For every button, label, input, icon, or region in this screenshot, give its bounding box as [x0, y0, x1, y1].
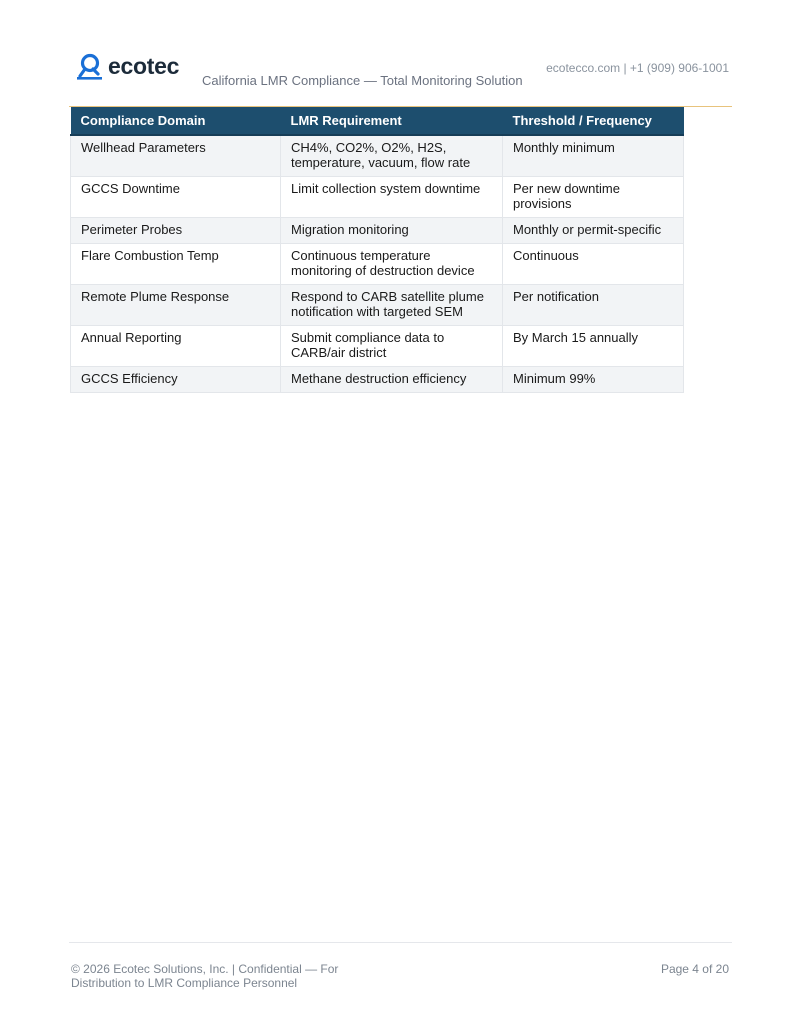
column-header-requirement: LMR Requirement	[281, 107, 503, 135]
page-number: Page 4 of 20	[660, 962, 729, 976]
column-header-domain: Compliance Domain	[71, 107, 281, 135]
column-header-threshold: Threshold / Frequency	[503, 107, 684, 135]
brand-logo	[76, 52, 179, 80]
cell-threshold: Per new downtime provisions	[503, 177, 684, 218]
cell-threshold: Per notification	[503, 285, 684, 326]
table-row	[71, 244, 684, 285]
cell-threshold: Monthly or permit-specific	[503, 218, 684, 244]
table-row	[71, 177, 684, 218]
table-row	[71, 135, 684, 177]
cell-requirement: Continuous temperature monitoring of destruction device	[281, 244, 503, 285]
table-row	[71, 285, 684, 326]
table-row	[71, 367, 684, 393]
cell-requirement: Migration monitoring	[281, 218, 503, 244]
table-row	[71, 218, 684, 244]
table-header-row	[71, 107, 684, 135]
cell-requirement: Submit compliance data to CARB/air district	[281, 326, 503, 367]
ecotec-logo-icon	[76, 52, 104, 80]
footer-divider	[69, 942, 732, 943]
cell-threshold: By March 15 annually	[503, 326, 684, 367]
cell-threshold: Monthly minimum	[503, 135, 684, 177]
contact-info: ecotecco.com | +1 (909) 906-1001	[546, 61, 729, 75]
compliance-table	[70, 107, 684, 393]
footer-copyright: © 2026 Ecotec Solutions, Inc. | Confidential — For Distribution to LMR Compliance Personnel	[71, 962, 339, 990]
cell-threshold: Continuous	[503, 244, 684, 285]
cell-domain: Remote Plume Response	[71, 285, 281, 326]
cell-domain: Flare Combustion Temp	[71, 244, 281, 285]
document-subtitle: California LMR Compliance — Total Monitoring Solution	[202, 73, 523, 88]
cell-domain: GCCS Efficiency	[71, 367, 281, 393]
cell-threshold: Minimum 99%	[503, 367, 684, 393]
cell-requirement: Respond to CARB satellite plume notification with targeted SEM	[281, 285, 503, 326]
cell-domain: Annual Reporting	[71, 326, 281, 367]
cell-domain: Perimeter Probes	[71, 218, 281, 244]
brand-name: ecotec	[108, 53, 180, 79]
table-row	[71, 326, 684, 367]
cell-domain: GCCS Downtime	[71, 177, 281, 218]
cell-requirement: CH4%, CO2%, O2%, H2S, temperature, vacuum, flow rate	[281, 135, 503, 177]
cell-requirement: Limit collection system downtime	[281, 177, 503, 218]
cell-requirement: Methane destruction efficiency	[281, 367, 503, 393]
cell-domain: Wellhead Parameters	[71, 135, 281, 177]
